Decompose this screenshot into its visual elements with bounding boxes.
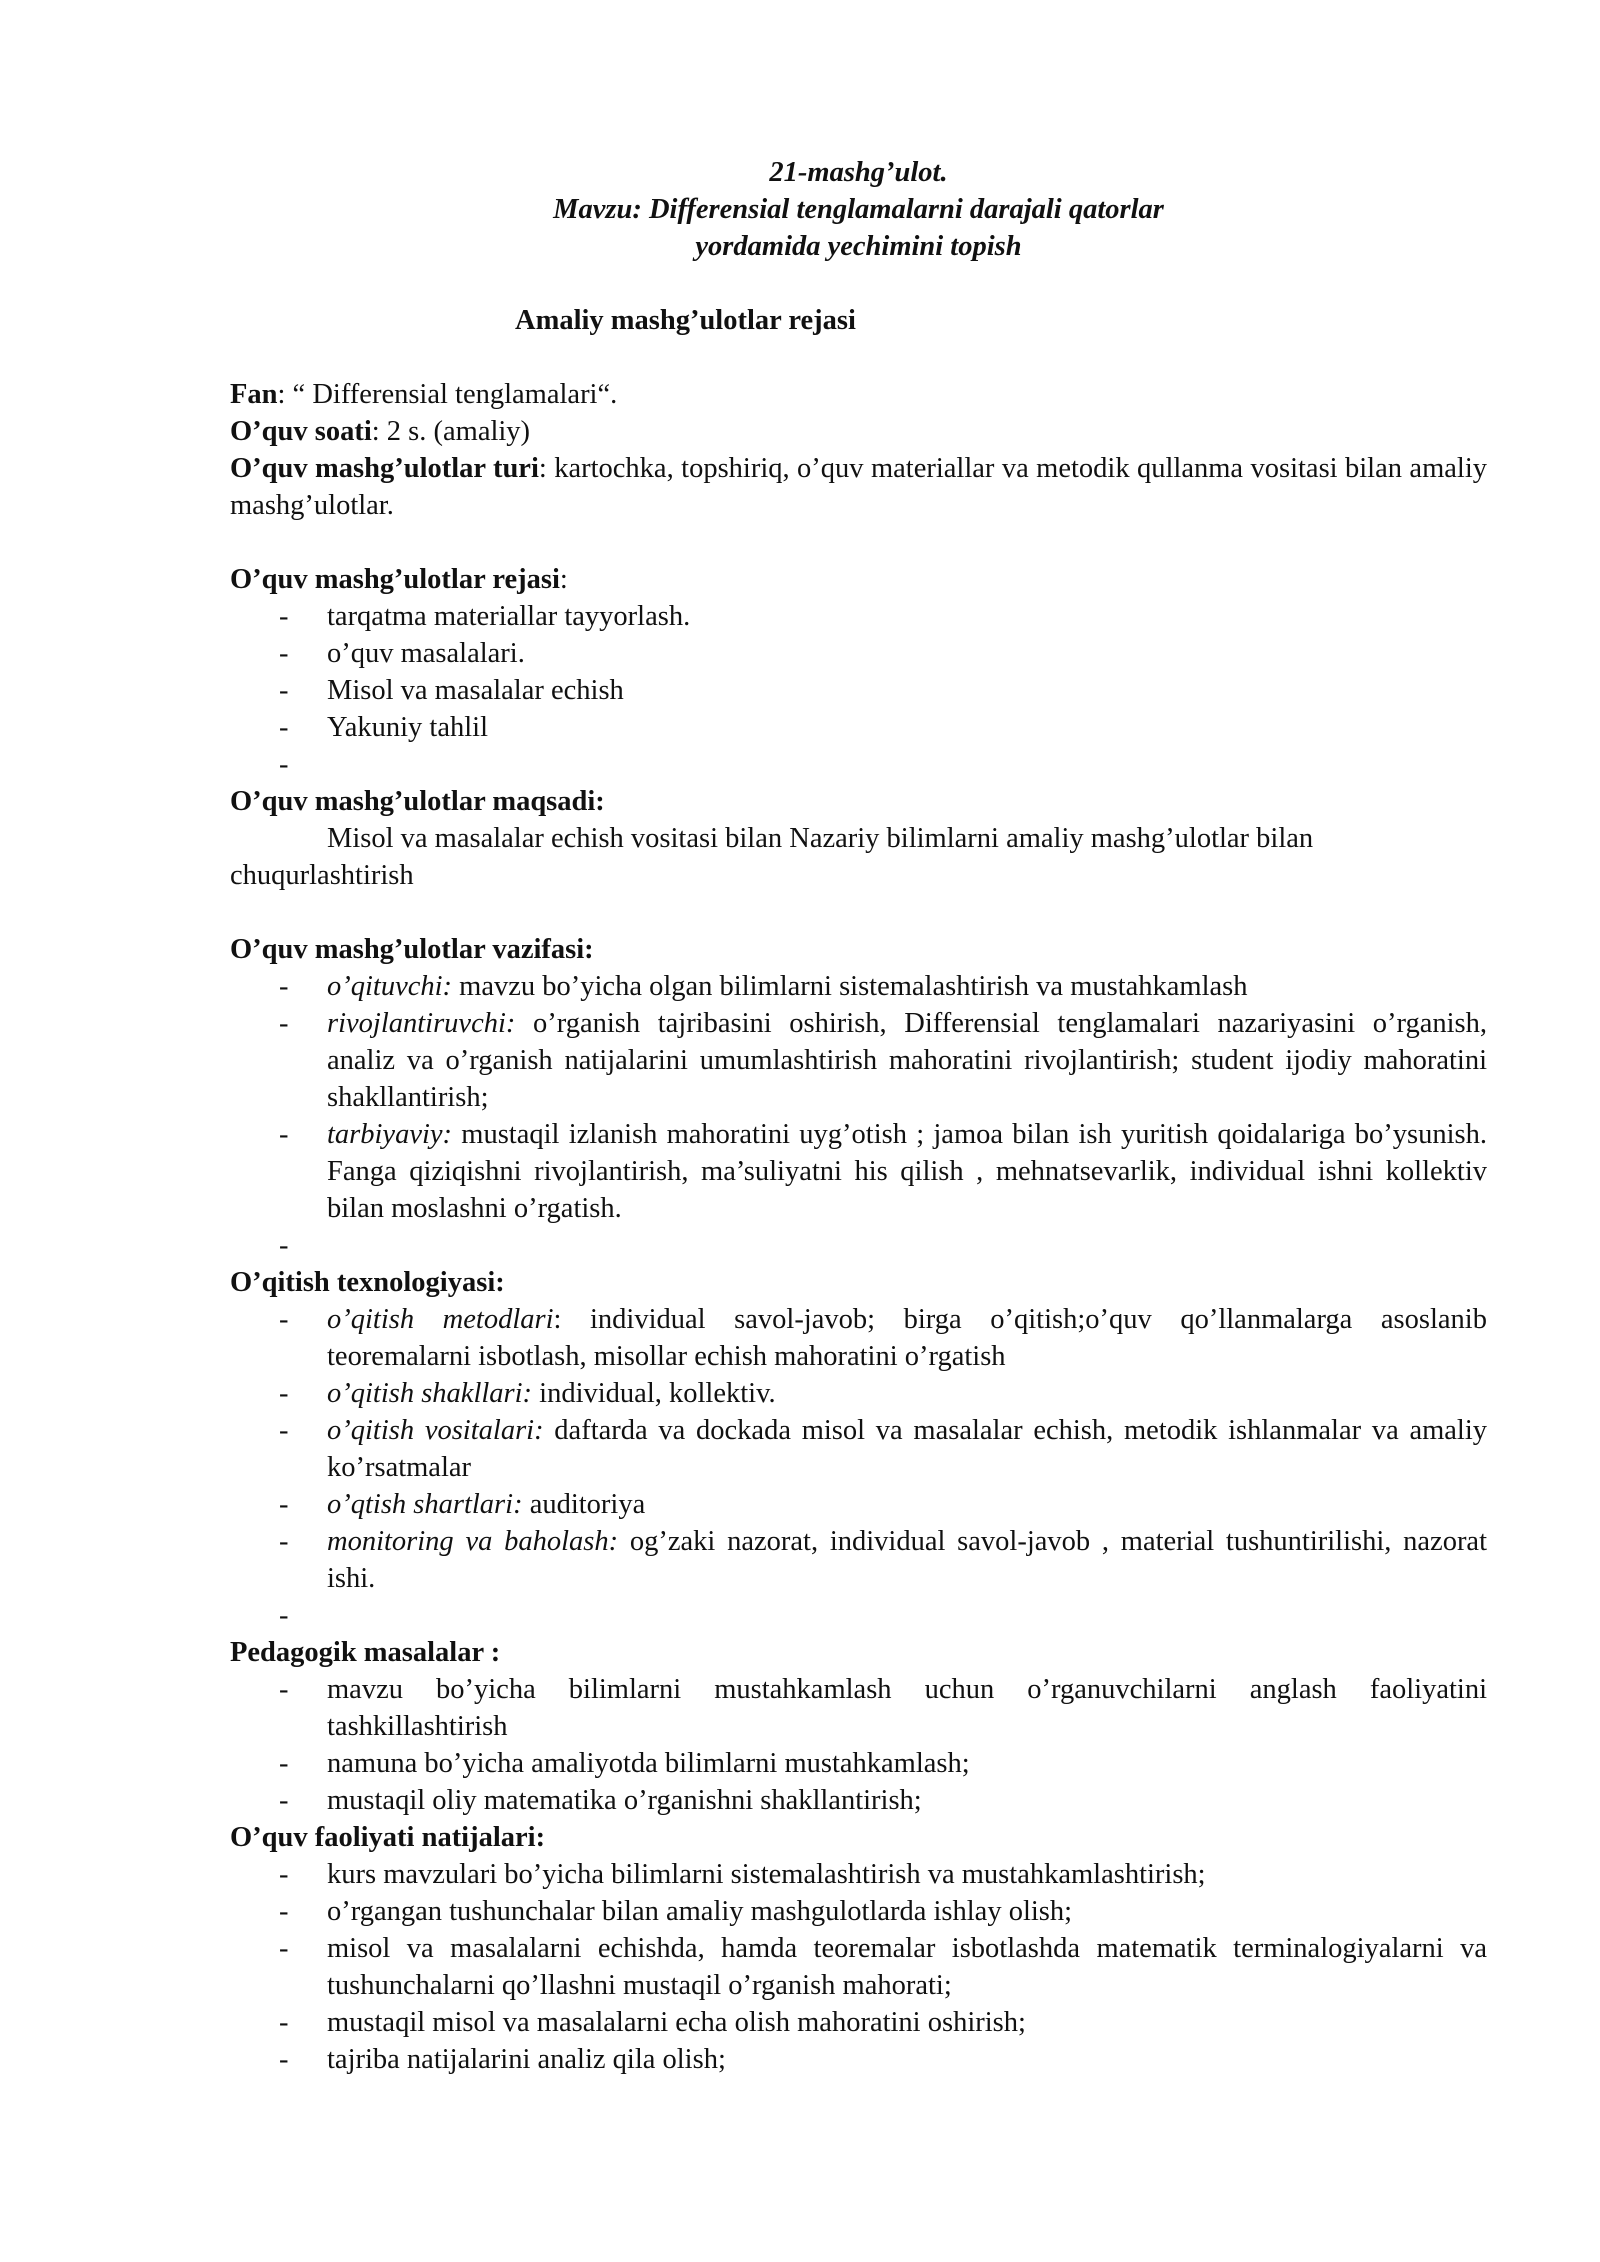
list-item: - namuna bo’yicha amaliyotda bilimlarni mustahkamlash;: [230, 1745, 1487, 1782]
item-text: o’rganish tajribasini oshirish, Differensial tenglamalari nazariyasini o’rganish, analiz va o’rganish natijalarini umumlashtirish mahoratini rivojlantirish; student ijodiy mahoratini shakllantirish;: [327, 1008, 1487, 1113]
empty-list-item: [230, 1597, 1487, 1634]
list-item: - tajriba natijalarini analiz qila olish;: [230, 2041, 1487, 2078]
empty-list-item: [230, 1227, 1487, 1264]
document-content: [230, 154, 1487, 2078]
list-item: - mustaqil oliy matematika o’rganishni shakllantirish;: [230, 1782, 1487, 1819]
maqsadi-text: Misol va masalalar echish vositasi bilan Nazariy bilimlarni amaliy mashg’ulotlar bilan chuqurlashtirish: [230, 823, 1314, 891]
list-item: - Yakuniy tahlil: [230, 709, 1487, 746]
pedagogik-heading: Pedagogik masalalar :: [230, 1637, 501, 1668]
item-text: mustaqil izlanish mahoratini uyg’otish ; jamoa bilan ish yuritish qoidalariga bo’ysunish. Fanga qiziqishni rivojlantirish, ma’suliyatni his qilish , mehnatsevarlik, individual ishni kollektiv bilan moslashni o’rgatish.: [327, 1119, 1487, 1224]
spacer: [230, 339, 1487, 376]
turi-line: [230, 450, 1487, 524]
topic-line-1: Mavzu: Differensial tenglamalarni darajali qatorlar: [553, 194, 1164, 225]
fan-line: [230, 376, 1487, 413]
turi-label: O’quv mashg’ulotlar turi: [230, 453, 539, 484]
empty-list-item: [230, 746, 1487, 783]
list-item: - mavzu bo’yicha bilimlarni mustahkamlash uchun o’rganuvchilarni anglash faoliyatini tashkillashtirish: [230, 1671, 1487, 1745]
item-term: monitoring va baholash:: [327, 1526, 619, 1557]
item-text: daftarda va dockada misol va masalalar echish, metodik ishlanmalar va amaliy ko’rsatmalar: [327, 1415, 1488, 1483]
fan-value: : “ Differensial tenglamalari“.: [277, 379, 618, 410]
item-text: og’zaki nazorat, individual savol-javob , material tushuntirilishi, nazorat ishi.: [327, 1526, 1487, 1594]
natijalar-heading: O’quv faoliyati natijalari:: [230, 1822, 546, 1853]
item-term: o’qitish shakllari:: [327, 1378, 533, 1409]
item-text: auditoriya: [522, 1489, 646, 1520]
item-text: mavzu bo’yicha olgan bilimlarni sistemalashtirish va mustahkamlash: [452, 971, 1248, 1002]
turi-value: : kartochka, topshiriq, o’quv materiallar va metodik qullanma vositasi bilan amaliy mashg’ulotlar.: [230, 453, 1487, 521]
item-term: o’qituvchi:: [327, 971, 453, 1002]
list-item: [230, 1486, 1487, 1523]
list-item: [230, 1523, 1487, 1597]
texnologiya-heading: O’qitish texnologiyasi:: [230, 1267, 505, 1298]
fan-label: Fan: [230, 379, 278, 410]
list-item: [230, 1116, 1487, 1227]
list-item: [230, 1005, 1487, 1116]
list-item: - tarqatma materiallar tayyorlash.: [230, 598, 1487, 635]
item-term: o’qitish metodlari: [327, 1304, 554, 1335]
plan-title: Amaliy mashg’ulotlar rejasi: [515, 305, 856, 336]
list-item: [230, 968, 1487, 1005]
spacer: [230, 524, 1487, 561]
list-item: - Misol va masalalar echish: [230, 672, 1487, 709]
topic-line-2: yordamida yechimini topish: [695, 231, 1022, 262]
natijalar-list: [230, 1856, 1487, 2078]
document-header: [230, 154, 1487, 265]
pedagogik-list: [230, 1671, 1487, 1819]
rejasi-colon: :: [559, 564, 568, 595]
list-item: - o’quv masalalari.: [230, 635, 1487, 672]
vazifasi-list: [230, 968, 1487, 1264]
item-text: : individual savol-javob; birga o’qitish;o’quv qo’llanmalarga asoslanib teoremalarni isbotlash, misollar echish mahoratini o’rgatish: [327, 1304, 1487, 1372]
item-term: rivojlantiruvchi:: [327, 1008, 516, 1039]
soat-line: [230, 413, 1487, 450]
lesson-number: 21-mashg’ulot.: [769, 157, 948, 188]
maqsadi-heading: O’quv mashg’ulotlar maqsadi:: [230, 786, 605, 817]
rejasi-heading: [230, 561, 1487, 598]
list-item: [230, 1301, 1487, 1375]
texnologiya-list: [230, 1301, 1487, 1634]
soat-value: : 2 s. (amaliy): [371, 416, 531, 447]
list-item: - o’rgangan tushunchalar bilan amaliy mashgulotlarda ishlay olish;: [230, 1893, 1487, 1930]
item-text: individual, kollektiv.: [532, 1378, 776, 1409]
list-item: - misol va masalalarni echishda, hamda teoremalar isbotlashda matematik terminalogiyalarni va tushunchalarni qo’llashni mustaqil o’rganish mahorati;: [230, 1930, 1487, 2004]
list-item: - kurs mavzulari bo’yicha bilimlarni sistemalashtirish va mustahkamlashtirish;: [230, 1856, 1487, 1893]
spacer: [230, 894, 1487, 931]
item-term: o’qitish vositalari:: [327, 1415, 544, 1446]
rejasi-list: [230, 598, 1487, 783]
list-item: - mustaqil misol va masalalarni echa olish mahoratini oshirish;: [230, 2004, 1487, 2041]
rejasi-heading-text: O’quv mashg’ulotlar rejasi: [230, 564, 560, 595]
item-term: tarbiyaviy:: [327, 1119, 453, 1150]
list-item: [230, 1375, 1487, 1412]
list-item: [230, 1412, 1487, 1486]
soat-label: O’quv soati: [230, 416, 372, 447]
item-term: o’qtish shartlari:: [327, 1489, 523, 1520]
vazifasi-heading: O’quv mashg’ulotlar vazifasi:: [230, 934, 594, 965]
